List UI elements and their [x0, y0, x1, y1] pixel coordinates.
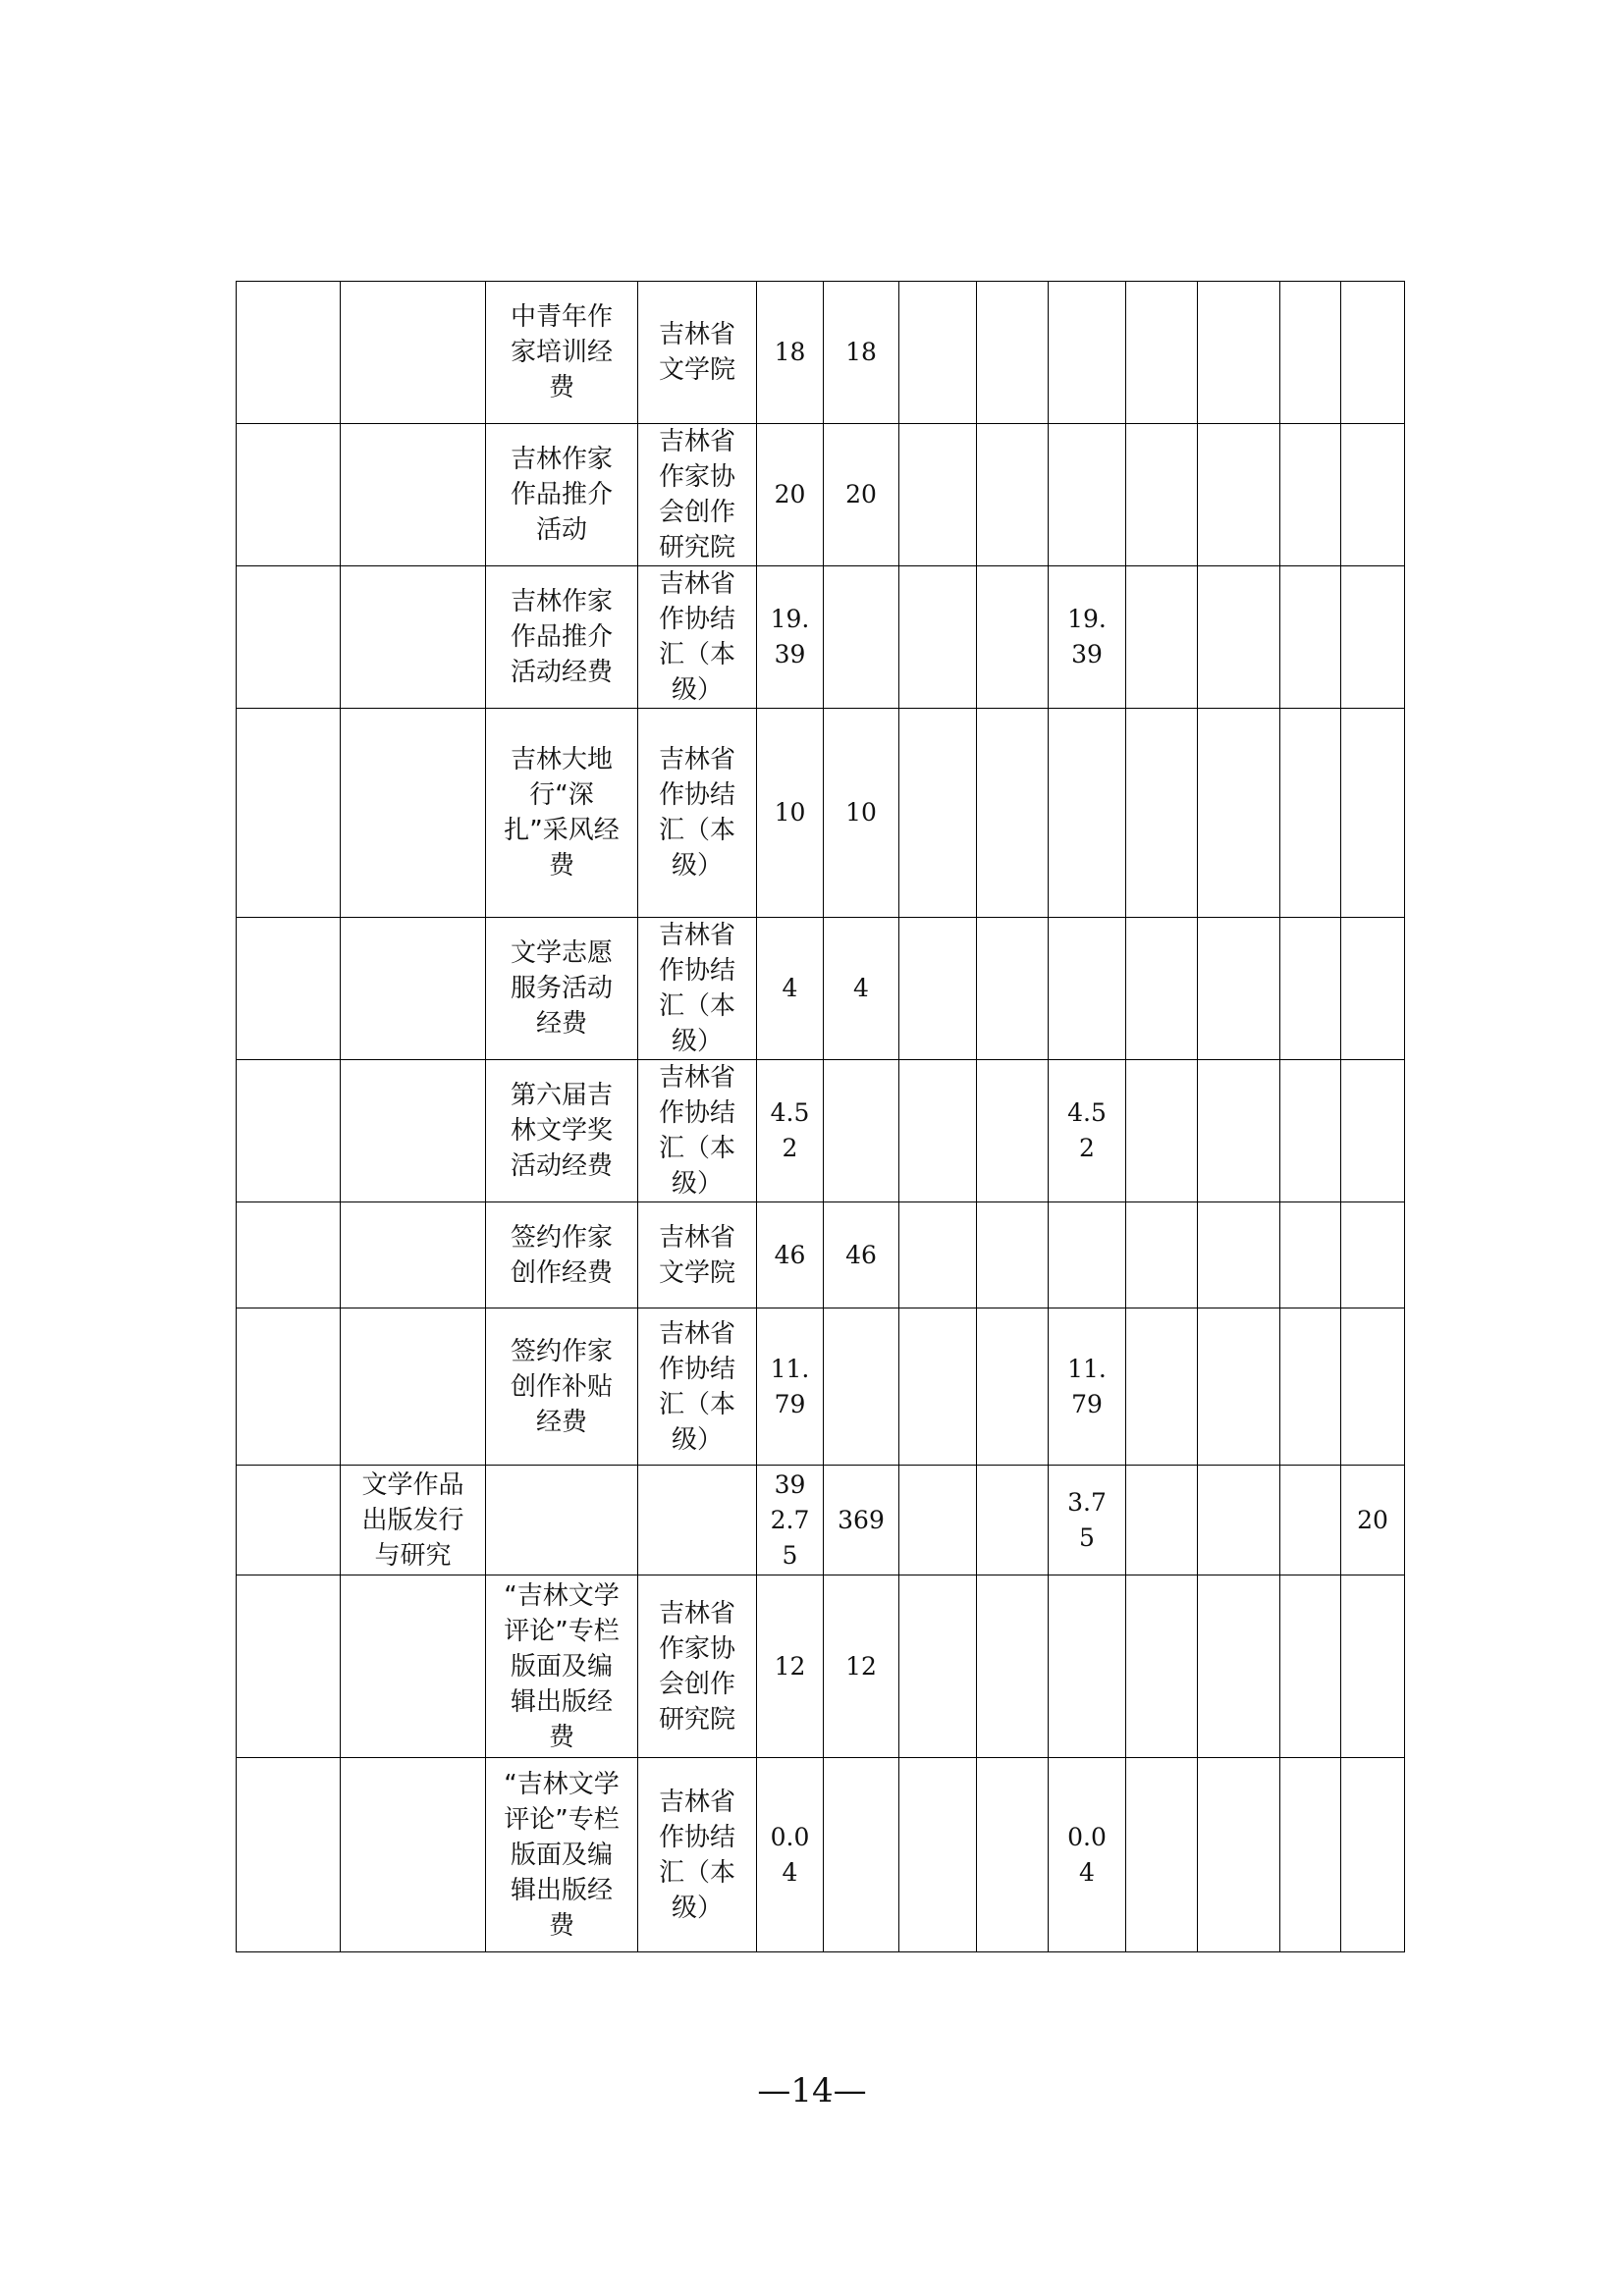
cell-col6	[899, 566, 977, 709]
cell-total: 12	[757, 1575, 824, 1758]
cell-project-name: “吉林文学评论”专栏版面及编辑出版经费	[486, 1575, 638, 1758]
cell-col11	[1280, 709, 1341, 918]
cell-col7	[977, 1758, 1049, 1952]
cell-col12	[1341, 424, 1405, 566]
cell-code	[237, 1575, 341, 1758]
table-row	[237, 566, 1405, 709]
cell-category	[341, 709, 486, 918]
cell-col8: 19.39	[1049, 566, 1126, 709]
cell-project-name: 中青年作家培训经费	[486, 282, 638, 424]
cell-total: 4.52	[757, 1060, 824, 1202]
cell-col9	[1126, 1758, 1198, 1952]
cell-col11	[1280, 1202, 1341, 1308]
cell-col12	[1341, 1308, 1405, 1466]
cell-col7	[977, 709, 1049, 918]
table-row	[237, 1758, 1405, 1952]
cell-col6	[899, 1575, 977, 1758]
table-row	[237, 1466, 1405, 1575]
cell-code	[237, 1466, 341, 1575]
cell-col5: 10	[824, 709, 899, 918]
cell-col11	[1280, 1575, 1341, 1758]
cell-col9	[1126, 1202, 1198, 1308]
table-row	[237, 709, 1405, 918]
cell-col11	[1280, 1060, 1341, 1202]
cell-col5: 20	[824, 424, 899, 566]
cell-col5: 4	[824, 918, 899, 1060]
budget-table	[236, 281, 1405, 1952]
cell-category	[341, 424, 486, 566]
cell-col12	[1341, 918, 1405, 1060]
cell-unit: 吉林省作协结汇（本级）	[638, 1758, 757, 1952]
cell-col12	[1341, 709, 1405, 918]
cell-col12	[1341, 1202, 1405, 1308]
table-row	[237, 1575, 1405, 1758]
cell-total: 20	[757, 424, 824, 566]
cell-col11	[1280, 424, 1341, 566]
cell-col9	[1126, 282, 1198, 424]
cell-col11	[1280, 1466, 1341, 1575]
cell-col7	[977, 1202, 1049, 1308]
cell-col8	[1049, 1202, 1126, 1308]
cell-project-name: 吉林作家作品推介活动经费	[486, 566, 638, 709]
cell-code	[237, 918, 341, 1060]
cell-col11	[1280, 1758, 1341, 1952]
cell-category	[341, 282, 486, 424]
cell-category	[341, 566, 486, 709]
cell-unit: 吉林省作协结汇（本级）	[638, 709, 757, 918]
cell-col10	[1198, 1308, 1280, 1466]
cell-col8	[1049, 424, 1126, 566]
cell-col10	[1198, 1758, 1280, 1952]
cell-project-name: 吉林作家作品推介活动	[486, 424, 638, 566]
cell-code	[237, 709, 341, 918]
cell-col11	[1280, 566, 1341, 709]
page-number: —14—	[757, 2071, 867, 2110]
table-row	[237, 424, 1405, 566]
cell-project-name: 第六届吉林文学奖活动经费	[486, 1060, 638, 1202]
cell-col9	[1126, 918, 1198, 1060]
cell-col10	[1198, 424, 1280, 566]
cell-code	[237, 1308, 341, 1466]
cell-col8	[1049, 918, 1126, 1060]
cell-col8: 0.04	[1049, 1758, 1126, 1952]
cell-col8	[1049, 282, 1126, 424]
cell-col12	[1341, 1758, 1405, 1952]
cell-col9	[1126, 424, 1198, 566]
cell-project-name: 签约作家创作经费	[486, 1202, 638, 1308]
table-row	[237, 918, 1405, 1060]
cell-project-name: “吉林文学评论”专栏版面及编辑出版经费	[486, 1758, 638, 1952]
cell-col5	[824, 1758, 899, 1952]
cell-code	[237, 566, 341, 709]
cell-unit: 吉林省作家协会创作研究院	[638, 424, 757, 566]
cell-col8: 3.75	[1049, 1466, 1126, 1575]
cell-code	[237, 1202, 341, 1308]
cell-col6	[899, 1308, 977, 1466]
cell-col11	[1280, 282, 1341, 424]
cell-col12	[1341, 282, 1405, 424]
cell-unit: 吉林省作协结汇（本级）	[638, 918, 757, 1060]
cell-total: 46	[757, 1202, 824, 1308]
cell-total: 18	[757, 282, 824, 424]
cell-col6	[899, 918, 977, 1060]
cell-col7	[977, 918, 1049, 1060]
cell-col6	[899, 1060, 977, 1202]
cell-col7	[977, 282, 1049, 424]
cell-project-name: 文学志愿服务活动经费	[486, 918, 638, 1060]
cell-total: 11.79	[757, 1308, 824, 1466]
cell-unit	[638, 1466, 757, 1575]
cell-col9	[1126, 1466, 1198, 1575]
cell-col10	[1198, 1060, 1280, 1202]
cell-unit: 吉林省作协结汇（本级）	[638, 1060, 757, 1202]
cell-col7	[977, 566, 1049, 709]
cell-col6	[899, 424, 977, 566]
cell-code	[237, 282, 341, 424]
cell-project-name: 吉林大地行“深扎”采风经费	[486, 709, 638, 918]
cell-col7	[977, 424, 1049, 566]
cell-col9	[1126, 1308, 1198, 1466]
cell-col10	[1198, 918, 1280, 1060]
cell-col9	[1126, 1575, 1198, 1758]
cell-col6	[899, 709, 977, 918]
table-row	[237, 1308, 1405, 1466]
cell-col7	[977, 1060, 1049, 1202]
cell-project-name	[486, 1466, 638, 1575]
cell-col6	[899, 1466, 977, 1575]
cell-total: 392.75	[757, 1466, 824, 1575]
cell-category	[341, 918, 486, 1060]
cell-col10	[1198, 709, 1280, 918]
cell-category: 文学作品出版发行与研究	[341, 1466, 486, 1575]
cell-col11	[1280, 1308, 1341, 1466]
cell-col5: 369	[824, 1466, 899, 1575]
cell-col12	[1341, 1060, 1405, 1202]
cell-col9	[1126, 566, 1198, 709]
cell-unit: 吉林省作家协会创作研究院	[638, 1575, 757, 1758]
cell-col7	[977, 1466, 1049, 1575]
cell-col8: 11.79	[1049, 1308, 1126, 1466]
cell-col7	[977, 1308, 1049, 1466]
table-row	[237, 282, 1405, 424]
cell-col12	[1341, 1575, 1405, 1758]
cell-col5	[824, 566, 899, 709]
table-row	[237, 1202, 1405, 1308]
cell-col10	[1198, 1466, 1280, 1575]
cell-col5	[824, 1060, 899, 1202]
cell-total: 19.39	[757, 566, 824, 709]
cell-total: 0.04	[757, 1758, 824, 1952]
cell-col9	[1126, 709, 1198, 918]
cell-col12	[1341, 566, 1405, 709]
cell-col12: 20	[1341, 1466, 1405, 1575]
cell-code	[237, 1060, 341, 1202]
cell-total: 4	[757, 918, 824, 1060]
cell-col6	[899, 1758, 977, 1952]
cell-unit: 吉林省文学院	[638, 1202, 757, 1308]
cell-category	[341, 1202, 486, 1308]
cell-col5: 18	[824, 282, 899, 424]
cell-unit: 吉林省文学院	[638, 282, 757, 424]
cell-col5	[824, 1308, 899, 1466]
cell-col6	[899, 282, 977, 424]
cell-category	[341, 1308, 486, 1466]
cell-unit: 吉林省作协结汇（本级）	[638, 1308, 757, 1466]
cell-unit: 吉林省作协结汇（本级）	[638, 566, 757, 709]
cell-col10	[1198, 1202, 1280, 1308]
cell-code	[237, 1758, 341, 1952]
cell-col10	[1198, 282, 1280, 424]
cell-col10	[1198, 1575, 1280, 1758]
cell-category	[341, 1060, 486, 1202]
cell-col10	[1198, 566, 1280, 709]
cell-col8	[1049, 709, 1126, 918]
cell-col5: 12	[824, 1575, 899, 1758]
cell-col7	[977, 1575, 1049, 1758]
table-row	[237, 1060, 1405, 1202]
cell-category	[341, 1575, 486, 1758]
cell-code	[237, 424, 341, 566]
cell-col6	[899, 1202, 977, 1308]
cell-category	[341, 1758, 486, 1952]
cell-col5: 46	[824, 1202, 899, 1308]
cell-col9	[1126, 1060, 1198, 1202]
cell-col8	[1049, 1575, 1126, 1758]
cell-col11	[1280, 918, 1341, 1060]
cell-col8: 4.52	[1049, 1060, 1126, 1202]
cell-total: 10	[757, 709, 824, 918]
cell-project-name: 签约作家创作补贴经费	[486, 1308, 638, 1466]
